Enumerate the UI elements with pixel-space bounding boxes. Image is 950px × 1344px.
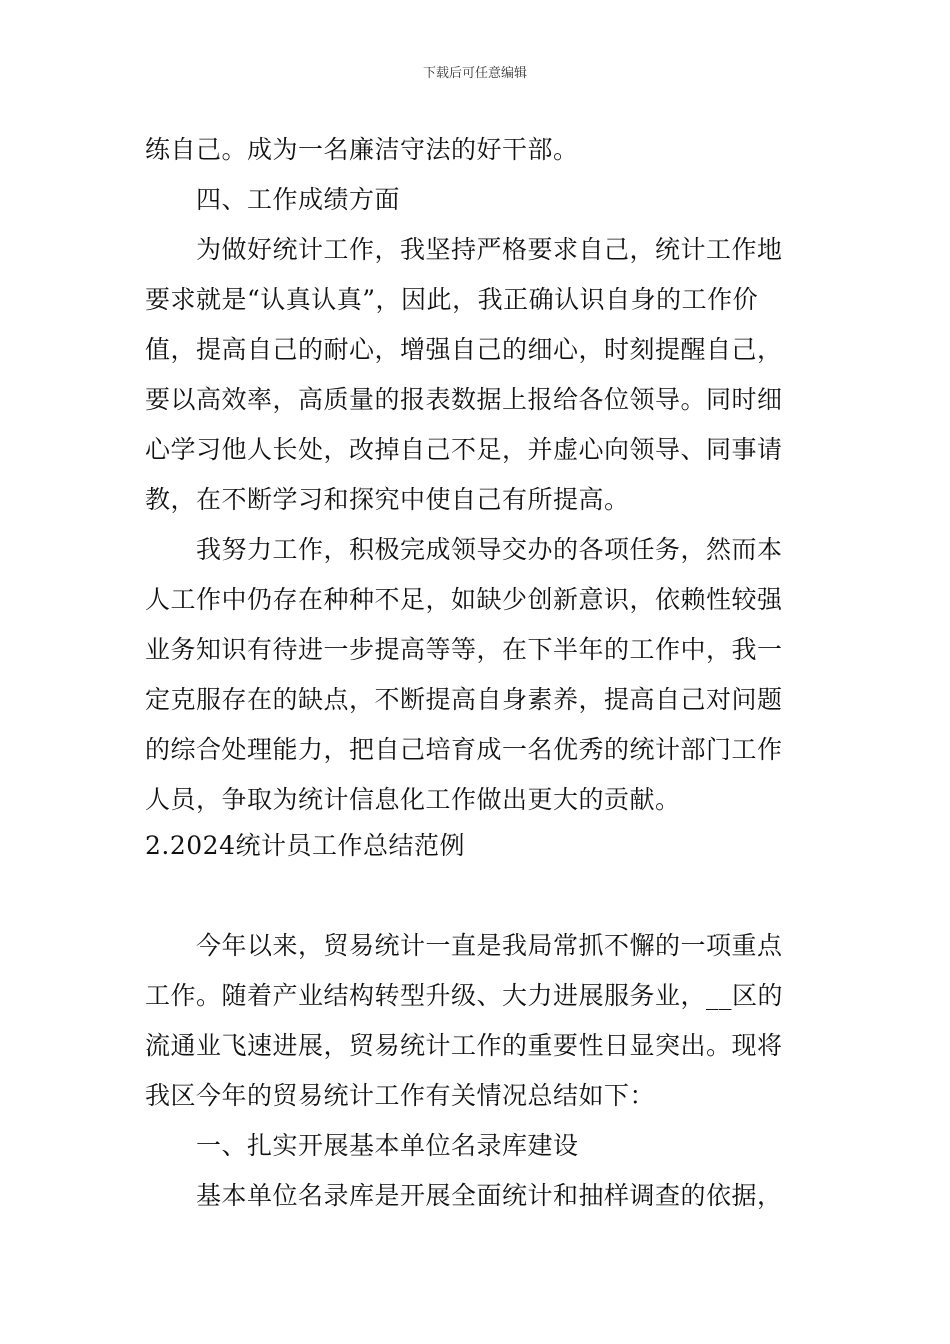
- body-line-3: 为做好统计工作，我坚持严格要求自己，统计工作地: [196, 235, 783, 264]
- body-line-18: 流通业飞速进展，贸易统计工作的重要性日显突出。现将: [145, 1031, 783, 1060]
- section-heading-work-results: 四、工作成绩方面: [196, 185, 401, 214]
- body-line-8: 教，在不断学习和探究中使自己有所提高。: [145, 485, 630, 514]
- body-line-21: 基本单位名录库是开展全面统计和抽样调查的依据，: [196, 1181, 783, 1210]
- page-header: 下载后可任意编辑: [422, 66, 527, 81]
- article-title: 2.2024统计员工作总结范例: [145, 831, 465, 860]
- body-line-17: 工作。随着产业结构转型升级、大力进展服务业，__区的: [145, 981, 784, 1010]
- body-line-16: 今年以来，贸易统计一直是我局常抓不懈的一项重点: [196, 931, 783, 960]
- body-line-7: 心学习他人长处，改掉自己不足，并虚心向领导、同事请: [145, 435, 783, 464]
- body-line-9: 我努力工作，积极完成领导交办的各项任务，然而本: [196, 535, 783, 564]
- body-line-12: 定克服存在的缺点，不断提高自身素养，提高自己对问题: [145, 685, 783, 714]
- body-line-11: 业务知识有待进一步提高等等，在下半年的工作中，我一: [145, 635, 783, 664]
- section-heading-directory: 一、扎实开展基本单位名录库建设: [196, 1131, 579, 1160]
- body-line-14: 人员，争取为统计信息化工作做出更大的贡献。: [145, 785, 681, 814]
- body-line-6: 要以高效率，高质量的报表数据上报给各位领导。同时细: [145, 385, 783, 414]
- body-line-5: 值，提高自己的耐心，增强自己的细心，时刻提醒自己，: [145, 335, 783, 364]
- body-line-10: 人工作中仍存在种种不足，如缺少创新意识，依赖性较强: [145, 585, 783, 614]
- body-line-13: 的综合处理能力，把自己培育成一名优秀的统计部门工作: [145, 735, 783, 764]
- body-line-1: 练自己。成为一名廉洁守法的好干部。: [145, 135, 579, 164]
- body-line-19: 我区今年的贸易统计工作有关情况总结如下：: [145, 1081, 656, 1110]
- body-line-4: 要求就是“认真认真”，因此，我正确认识自身的工作价: [145, 285, 759, 314]
